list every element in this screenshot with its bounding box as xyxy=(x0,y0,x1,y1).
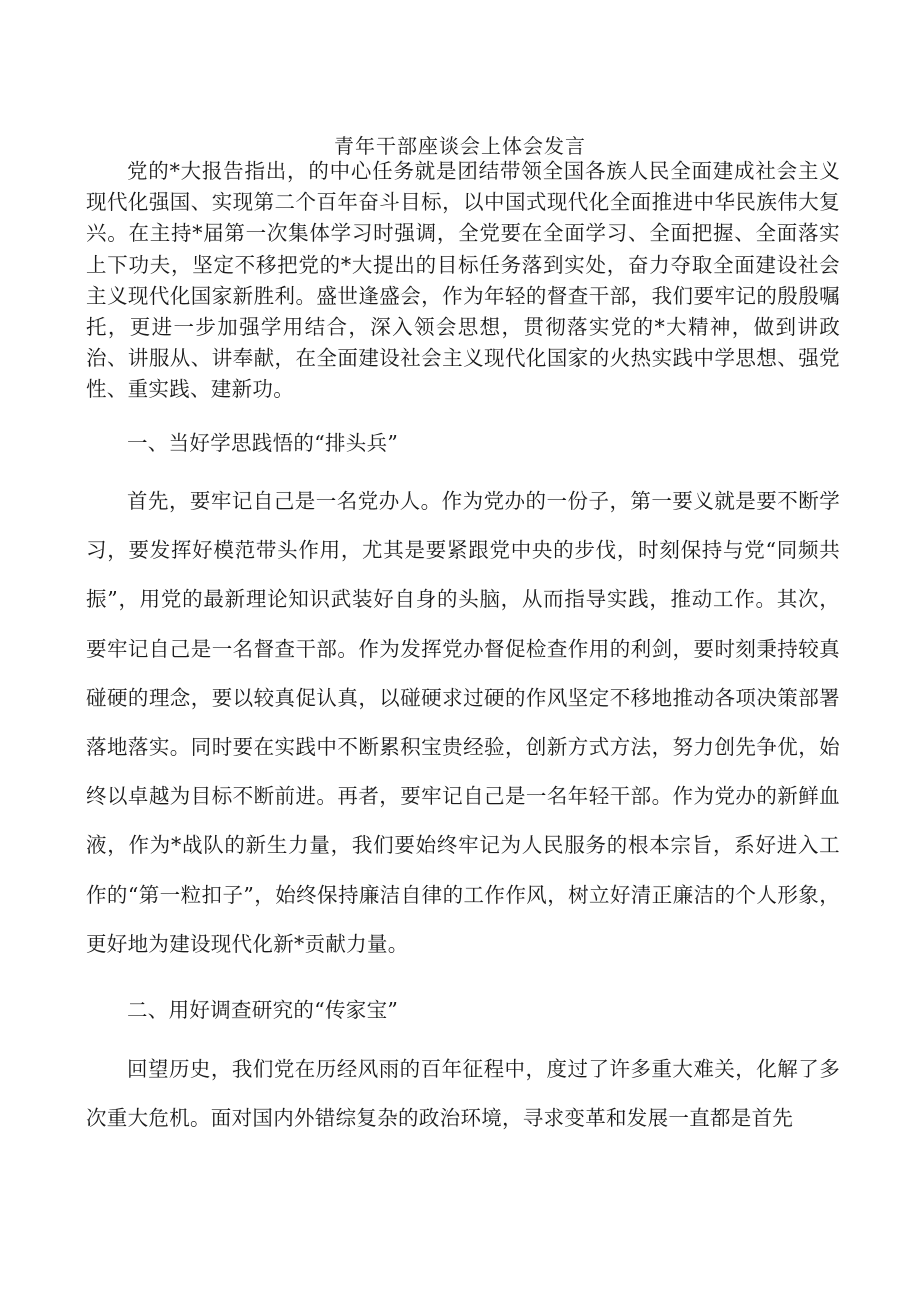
section-2-heading: 二、用好调查研究的“传家宝” xyxy=(127,998,399,1022)
document-title: 青年干部座谈会上体会发言 xyxy=(334,134,586,158)
section-1-paragraph: 首先，要牢记自己是一名党办人。作为党办的一份子，第一要义就是要不断学习，要发挥好模范带头作用，尤其是要紧跟党中央的步伐，时刻保持与党“同频共振”，用党的最新理论知识武装好自身的头脑，从而指导实践，推动工作。其次，要牢记自己是一名督查干部。作为发挥党办督促检查作用的利剑，要时刻秉持较真碰硬的理念，要以较真促认真，以碰硬求过硬的作风坚定不移地推动各项决策部署落地落实。同时要在实践中不断累积宝贵经验，创新方式方法，努力创先争优，始终以卓越为目标不断前进。再者，要牢记自己是一名年轻干部。作为党办的新鲜血液，作为*战队的新生力量，我们要始终牢记为人民服务的根本宗旨，系好进入工作的“第一粒扣子”，始终保持廉洁自律的工作作风，树立好清正廉洁的个人形象，更好地为建设现代化新*贡献力量。 xyxy=(86,489,840,956)
intro-paragraph: 党的*大报告指出，的中心任务就是团结带领全国各族人民全面建成社会主义现代化强国、实现第二个百年奋斗目标，以中国式现代化全面推进中华民族伟大复兴。在主持*届第一次集体学习时强调，全党要在全面学习、全面把握、全面落实上下功夫，坚定不移把党的*大提出的目标任务落到实处，奋力夺取全面建设社会主义现代化国家新胜利。盛世逢盛会，作为年轻的督查干部，我们要牢记的殷殷嘱托，更进一步加强学用结合，深入领会思想，贯彻落实党的*大精神，做到讲政治、讲服从、讲奉献，在全面建设社会主义现代化国家的火热实践中学思想、强党性、重实践、建新功。 xyxy=(86,159,840,402)
section-1-heading: 一、当好学思践悟的“排头兵” xyxy=(127,431,399,455)
section-2-paragraph: 回望历史，我们党在历经风雨的百年征程中，度过了许多重大难关，化解了多次重大危机。面对国内外错综复杂的政治环境，寻求变革和发展一直都是首先 xyxy=(86,1057,840,1131)
